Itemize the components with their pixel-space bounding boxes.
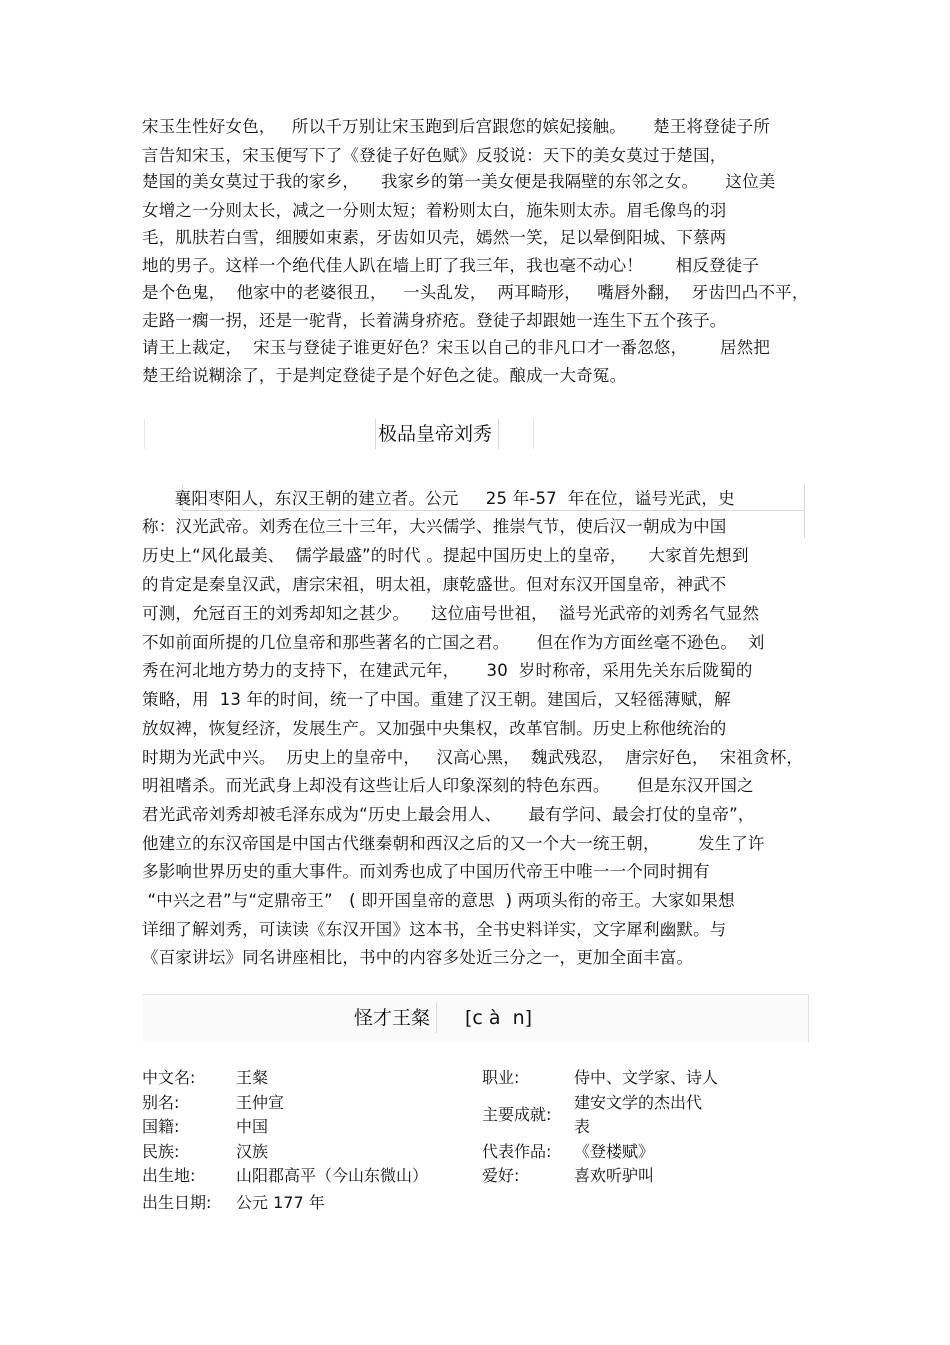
infobox-value: 《登楼赋》 xyxy=(574,1142,655,1161)
text-line: 毛，肌肤若白雪，细腰如束素，牙齿如贝壳，嫣然一笑，足以晕倒阳城、下蔡两 xyxy=(142,228,727,247)
text-line: 详细了解刘秀，可读读《东汉开国》这本书，全书史料详实，文字犀利幽默。与 xyxy=(142,920,727,939)
infobox-label: 国籍: xyxy=(142,1117,180,1136)
text-line: 可测，允冠百王的刘秀却知之甚少。 这位庙号世祖， 溢号光武帝的刘秀名气显然 xyxy=(142,604,760,623)
text-line: 襄阳枣阳人，东汉王朝的建立者。公元 25 年-57 年在位，谥号光武，史 xyxy=(142,489,735,508)
section-title: 极品皇帝刘秀 xyxy=(375,419,499,449)
text-line: 放奴裨，恢复经济，发展生产。又加强中央集权，改革官制。历史上称他统治的 xyxy=(142,719,727,738)
text-line: 《百家讲坛》同名讲座相比，书中的内容多处近三分之一，更加全面丰富。 xyxy=(142,948,694,967)
infobox-label: 中文名: xyxy=(142,1068,196,1087)
text-line: 请王上裁定， 宋玉与登徒子谁更好色？宋玉以自己的非凡口才一番忽悠， 居然把 xyxy=(142,338,771,357)
infobox-label: 出生日期: xyxy=(142,1193,212,1212)
text-line: 楚国的美女莫过于我的家乡， 我家乡的第一美女便是我隔壁的东邻之女。 这位美 xyxy=(142,172,776,191)
infobox-label: 别名: xyxy=(142,1093,180,1112)
section-heading-liu-xiu xyxy=(144,419,534,449)
infobox-label: 职业: xyxy=(482,1068,520,1087)
text-line: 楚王给说糊涂了，于是判定登徒子是个好色之徒。酿成一大奇冤。 xyxy=(142,366,627,385)
infobox-label: 出生地: xyxy=(142,1166,196,1185)
text-line: 宋玉生性好女色， 所以千万别让宋玉跑到后宫跟您的嫔妃接触。 楚王将登徒子所 xyxy=(142,117,771,136)
text-line: 明祖嗜杀。而光武身上却没有这些让后人印象深刻的特色东西。 但是东汉开国之 xyxy=(142,776,754,795)
text-line: 是个色鬼， 他家中的老婆很丑， 一头乱发， 两耳畸形， 嘴唇外翻， 牙齿凹凸不平， xyxy=(142,283,809,302)
section-title: 怪才王粲 xyxy=(354,1003,437,1033)
section-heading-wang-can xyxy=(142,994,809,1042)
infobox-value: 侍中、文学家、诗人 xyxy=(574,1068,719,1087)
text-line: 多影响世界历史的重大事件。而刘秀也成了中国历代帝王中唯一一个同时拥有 xyxy=(142,862,710,881)
text-line: 称：汉光武帝。刘秀在位三十三年，大兴儒学、推崇气节，使后汉一朝成为中国 xyxy=(142,517,727,536)
text-line: 策略，用 13 年的时间，统一了中国。重建了汉王朝。建国后，又轻徭薄赋，解 xyxy=(142,690,731,709)
infobox-value: 王仲宣 xyxy=(236,1093,285,1112)
infobox-value: 山阳郡高平（今山东微山） xyxy=(236,1166,429,1185)
infobox-label: 爱好: xyxy=(482,1166,520,1185)
text-line: 走路一瘸一拐，还是一驼背，长着满身疥疮。登徒子却跟她一连生下五个孩子。 xyxy=(142,311,727,330)
infobox-value: 喜欢听驴叫 xyxy=(574,1166,655,1185)
text-line: 不如前面所提的几位皇帝和那些著名的亡国之君。 但在作为方面丝毫不逊色。 刘 xyxy=(142,633,765,652)
infobox-value: 公元 177 年 xyxy=(236,1193,325,1212)
text-line: 的肯定是秦皇汉武，唐宗宋祖，明太祖，康乾盛世。但对东汉开国皇帝，神武不 xyxy=(142,575,727,594)
text-line: 历史上“风化最美、 儒学最盛”的时代 。提起中国历史上的皇帝， 大家首先想到 xyxy=(142,546,749,565)
text-line: 时期为光武中兴。 历史上的皇帝中， 汉高心黑， 魏武残忍， 唐宗好色， 宋祖贪杯， xyxy=(142,748,804,767)
text-line: 地的男子。这样一个绝代佳人趴在墙上盯了我三年，我也毫不动心！ 相反登徒子 xyxy=(142,256,760,275)
text-line: 言告知宋玉，宋玉便写下了《登徒子好色赋》反驳说：天下的美女莫过于楚国， xyxy=(142,146,727,165)
infobox-label: 代表作品: xyxy=(482,1142,552,1161)
infobox-label: 主要成就: xyxy=(482,1105,552,1124)
pinyin-annotation: [c à n] xyxy=(465,1007,533,1029)
text-line: 秀在河北地方势力的支持下，在建武元年， 30 岁时称帝，采用先关东后陇蜀的 xyxy=(142,661,753,680)
text-line: 女增之一分则太长，减之一分则太短；着粉则太白，施朱则太赤。眉毛像鸟的羽 xyxy=(142,201,727,220)
text-line: 君光武帝刘秀却被毛泽东成为“历史上最会用人、 最有学问、最会打仗的皇帝”， xyxy=(142,805,755,824)
text-line: “中兴之君”与“定鼎帝王” ( 即开国皇帝的意思 ) 两项头衔的帝王。大家如果想 xyxy=(142,891,735,910)
infobox-value: 建安文学的杰出代 xyxy=(574,1093,703,1112)
infobox-value: 王粲 xyxy=(236,1068,269,1087)
infobox-value: 汉族 xyxy=(236,1142,269,1161)
text-line: 他建立的东汉帝国是中国古代继秦朝和西汉之后的又一个大一统王朝， 发生了许 xyxy=(142,834,765,853)
infobox-label: 民族: xyxy=(142,1142,180,1161)
infobox-value: 表 xyxy=(574,1117,591,1136)
infobox-value: 中国 xyxy=(236,1117,269,1136)
